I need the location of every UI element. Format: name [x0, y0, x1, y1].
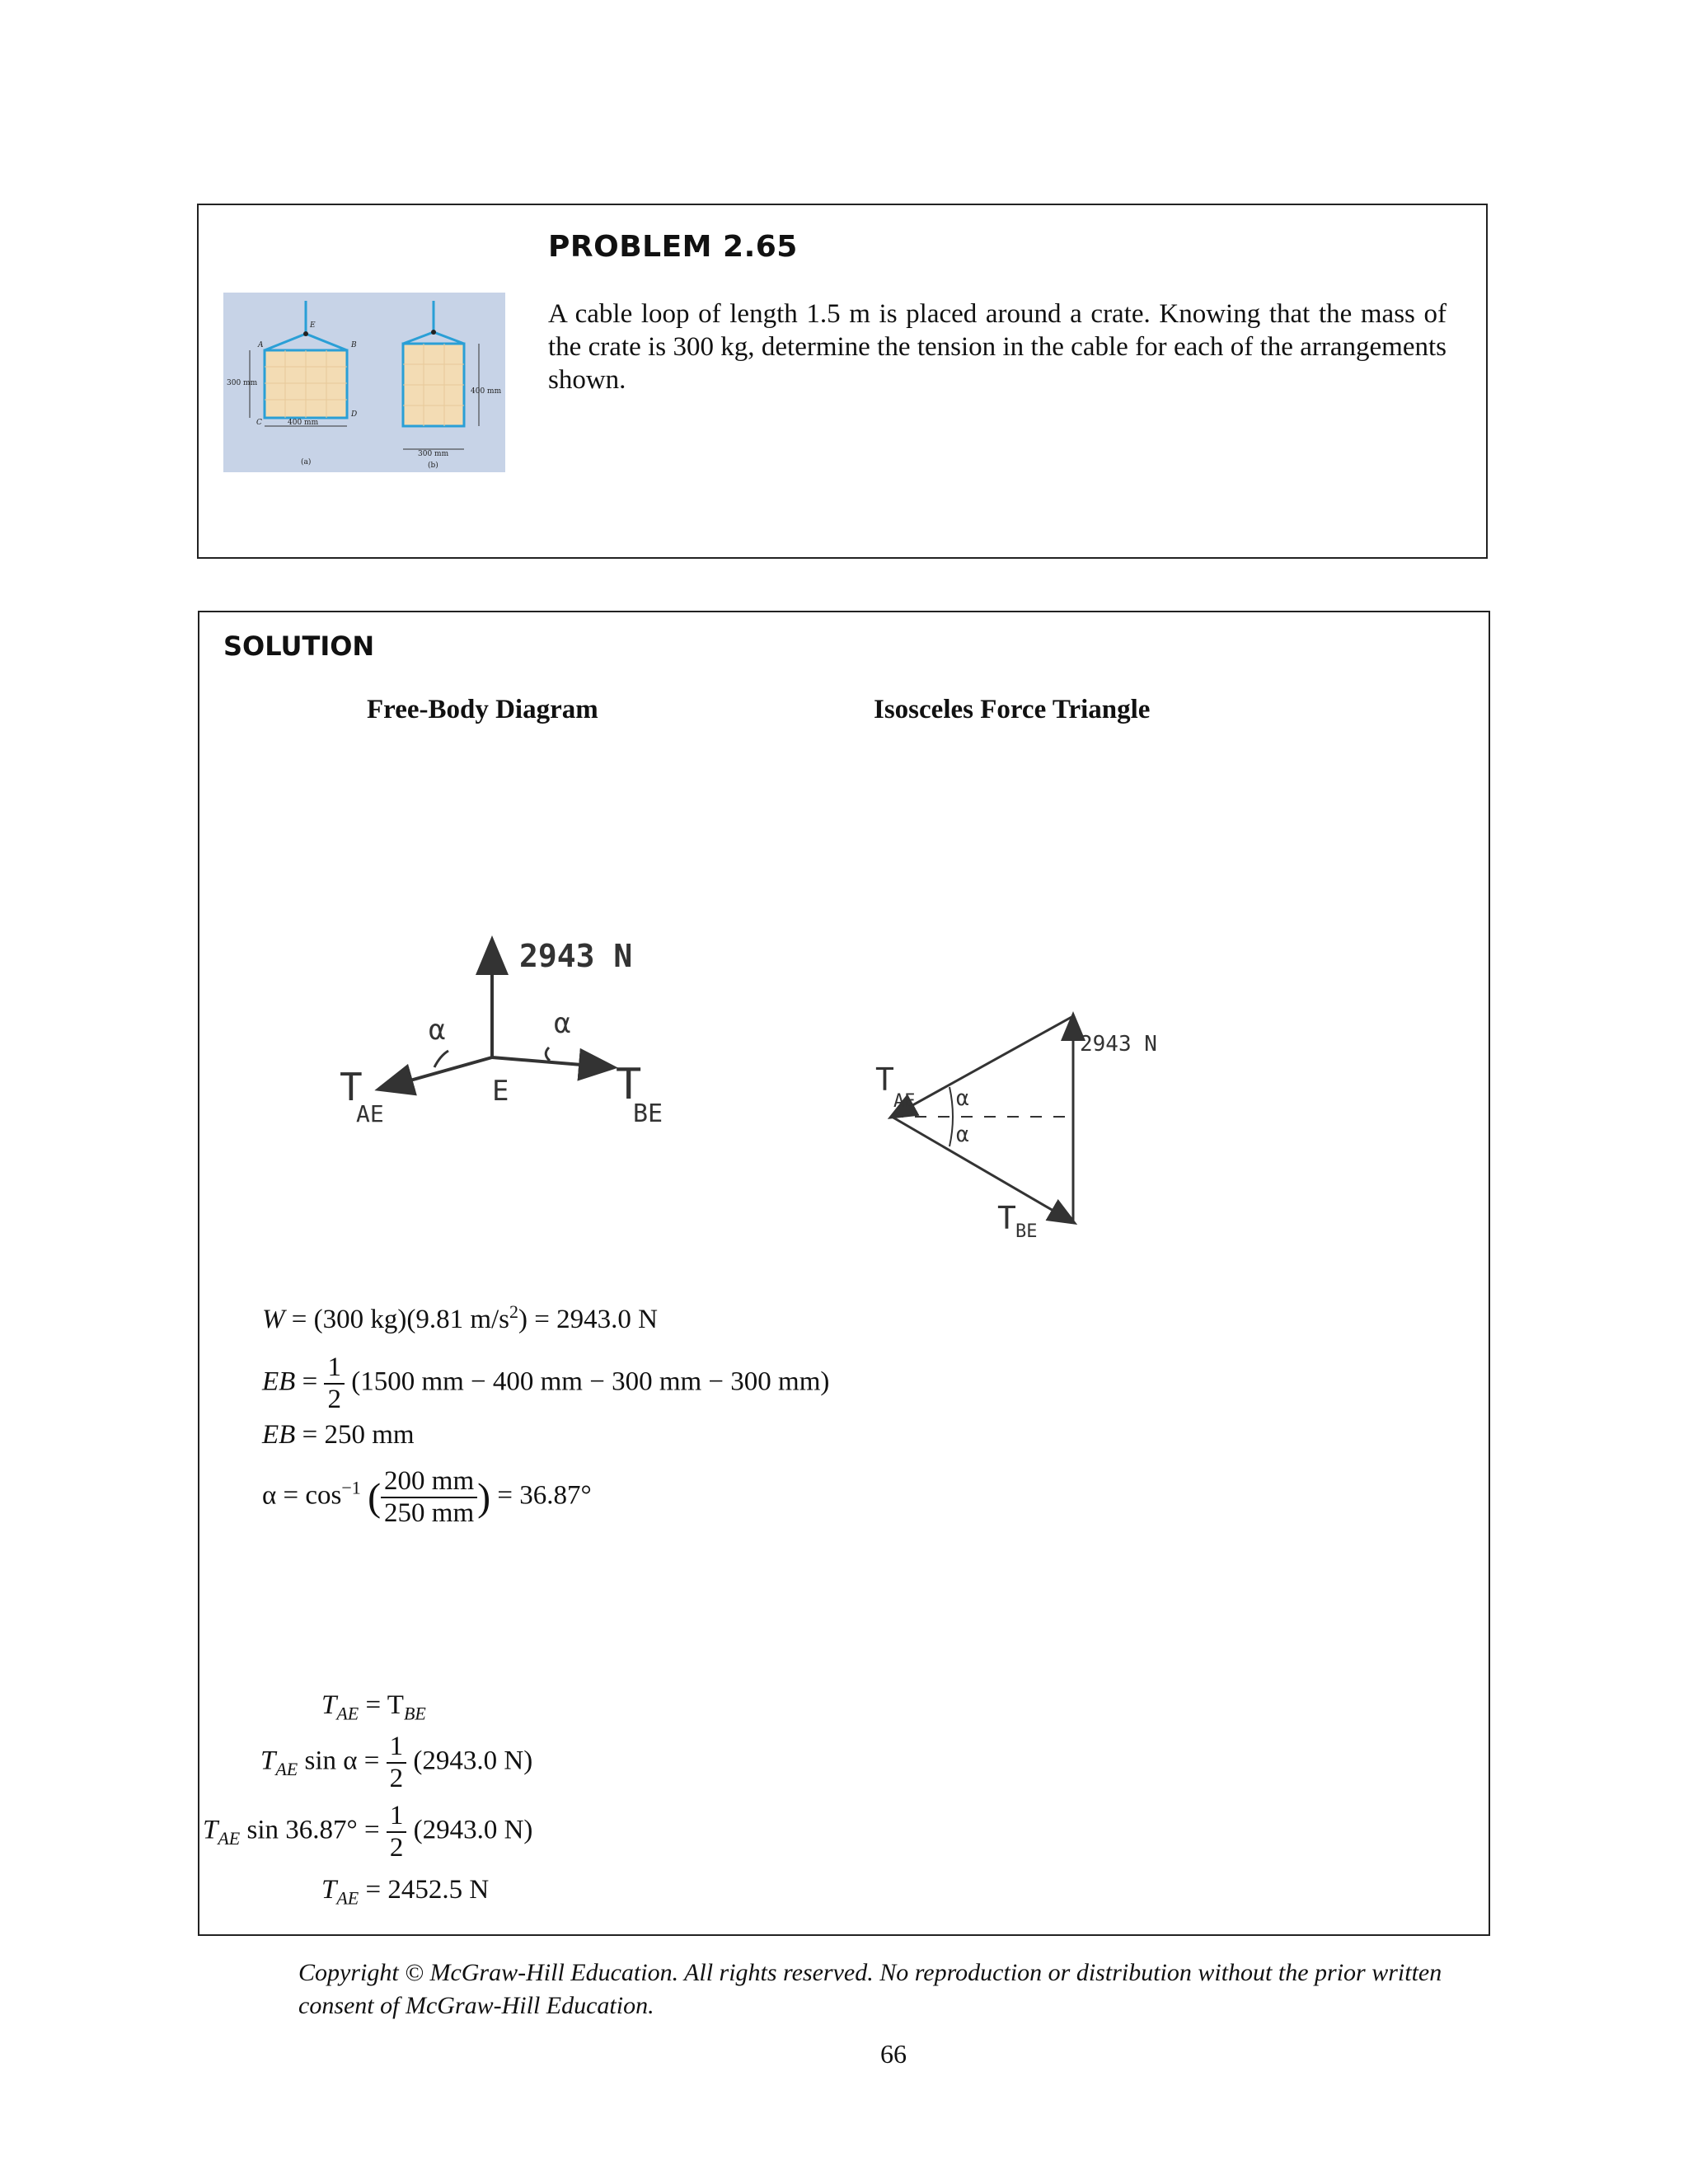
triangle-t-be-side [892, 1117, 1073, 1222]
t-be-arrow [492, 1057, 612, 1067]
eq-alpha-den: 250 mm [384, 1498, 475, 1528]
problem-title: PROBLEM 2.65 [548, 230, 798, 264]
eq-t1-sub: AE [336, 1703, 359, 1724]
eq-t3-paren: (2943.0 N) [413, 1815, 533, 1845]
eq-alpha-sup: −1 [341, 1477, 361, 1498]
fbd-t-be-sub: BE [633, 1099, 663, 1123]
eq-t2-lhs: T [260, 1746, 276, 1776]
eq-eb-lhs: EB [262, 1366, 296, 1397]
label-b: (b) [428, 462, 438, 470]
eq-alpha-rhs: = 36.87° [497, 1480, 592, 1511]
eq-eb2-lhs: EB [262, 1420, 296, 1450]
eq-t2-mid: sin α = [304, 1746, 380, 1776]
crate-figure-drawing [223, 293, 505, 472]
dim-400-b: 400 mm [471, 387, 502, 396]
problem-statement: A cable loop of length 1.5 m is placed around a crate. Knowing that the mass of the crate is 300 kg, determine the tension in the cable for each of the arrangements shown. [548, 299, 1447, 395]
eq-t3-lhs: T [203, 1815, 218, 1845]
eq-t3-half [387, 1802, 407, 1862]
fbd-point-e: E [492, 1075, 509, 1108]
fig-pt-e: E [310, 321, 316, 330]
eq-w-sup: 2 [509, 1301, 519, 1322]
solution-title: SOLUTION [223, 630, 375, 662]
copyright-notice: Copyright © McGraw-Hill Education. All rights reserved. No reproduction or distribution without the prior written consent of McGraw-Hill Education. [298, 1959, 1442, 2019]
eq-alpha-lhs: α = cos [262, 1480, 342, 1511]
eq-t2-half [387, 1733, 407, 1793]
fbd-t-ae-sub: AE [356, 1100, 384, 1123]
eq-t2-paren: (2943.0 N) [413, 1746, 533, 1776]
fbd-alpha-left: α [429, 1014, 446, 1047]
fbd-t-ae: T [340, 1065, 363, 1109]
equation-eb [262, 1354, 829, 1413]
equation-alpha: $\alpha = \cos^{-1}$ ( $\frac{200 mm}{250 mm}$ ) = 36.87° [262, 1466, 592, 1528]
crate-figure [223, 293, 505, 472]
equation-weight [262, 1301, 658, 1335]
eq-t4-lhs: T [321, 1875, 337, 1905]
dim-300-a: 300 mm [227, 379, 258, 387]
equation-eb-result [262, 1420, 415, 1451]
triangle-t-be: T [997, 1200, 1016, 1236]
triangle-alpha-bottom: α [956, 1122, 969, 1147]
eq-eb-paren: (1500 mm − 400 mm − 300 mm − 300 mm) [351, 1366, 830, 1397]
eq-w-rhs-2: ) = 2943.0 N [518, 1305, 658, 1334]
eq-t4-rhs: = 2452.5 N [365, 1875, 490, 1905]
triangle-force-label: 2943 N [1080, 1032, 1157, 1057]
eq-t2-half-num: 1 [387, 1733, 407, 1764]
fbd-heading: Free-Body Diagram [367, 695, 598, 724]
fbd-t-be: T [616, 1060, 642, 1109]
eq-t4-sub: AE [336, 1887, 359, 1909]
fig-pt-a: A [258, 341, 264, 349]
eq-eb-half [324, 1354, 345, 1413]
eq-t1-lhs: T [321, 1690, 337, 1720]
triangle-t-ae-sub: AE [893, 1091, 916, 1112]
equation-tension-sin-value [203, 1802, 532, 1862]
eq-alpha-num: 200 mm [381, 1468, 477, 1498]
free-body-diagram [224, 860, 851, 1123]
fig-pt-b: B [351, 341, 357, 349]
eq-w-rhs-1: = (300 kg)(9.81 m/s [291, 1305, 510, 1334]
eq-t3-sub: AE [218, 1828, 241, 1849]
triangle-t-ae-side [892, 1016, 1073, 1117]
triangle-t-ae: T [875, 1062, 894, 1098]
eq-eb2-rhs: = 250 mm [302, 1420, 415, 1450]
equation-tension-result [321, 1875, 489, 1910]
solution-box [198, 611, 1490, 1936]
fig-pt-c: C [256, 419, 262, 427]
triangle-heading: Isosceles Force Triangle [874, 695, 1151, 724]
eq-alpha-frac [381, 1468, 477, 1527]
triangle-t-be-sub: BE [1015, 1221, 1038, 1239]
equation-tension-sin-alpha [260, 1733, 532, 1793]
eq-t3-half-num: 1 [387, 1802, 407, 1833]
eq-eb-equals: = [302, 1366, 318, 1397]
eq-w-lhs: W [262, 1305, 285, 1334]
dim-400-a: 400 mm [288, 419, 319, 427]
eq-t1-rhs-sub: BE [403, 1703, 426, 1724]
equation-tension-equal [321, 1690, 426, 1725]
dim-300-b: 300 mm [418, 450, 449, 458]
fig-pt-d: D [351, 410, 358, 419]
fbd-alpha-right: α [554, 1007, 571, 1040]
eq-t2-half-den: 2 [389, 1764, 404, 1793]
eq-eb-half-den: 2 [327, 1385, 341, 1414]
eq-t3-half-den: 2 [389, 1833, 404, 1863]
eq-eb-half-num: 1 [324, 1354, 345, 1385]
eq-t1-rhs: = T [365, 1690, 404, 1720]
eq-t3-mid: sin 36.87° = [246, 1815, 380, 1845]
eq-t2-sub: AE [275, 1759, 298, 1780]
problem-box [197, 204, 1488, 559]
page-number: 66 [880, 2039, 907, 2069]
fbd-force-label: 2943 N [519, 938, 633, 974]
triangle-alpha-top: α [956, 1086, 969, 1111]
label-a: (a) [301, 458, 312, 466]
force-triangle [859, 942, 1320, 1239]
